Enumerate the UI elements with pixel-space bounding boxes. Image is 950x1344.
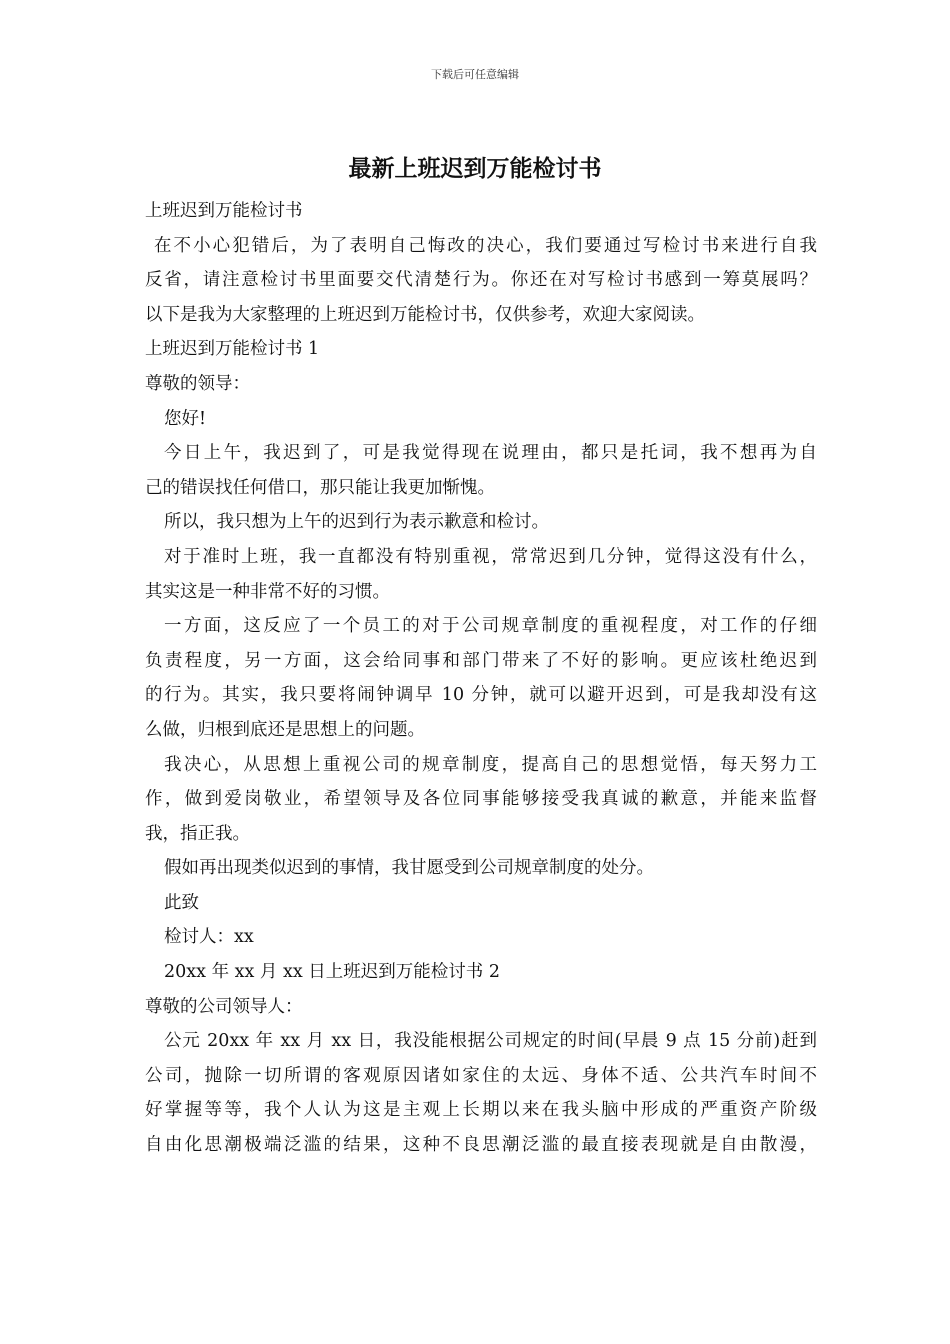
body-text-line: 对于准时上班，我一直都没有特别重视，常常迟到几分钟，觉得这没有什么， [164, 546, 817, 567]
body-text-line: 己的错误找任何借口，那只能让我更加惭愧。 [145, 477, 495, 498]
body-text-line: 公司，抛除一切所谓的客观原因诸如家住的太远、身体不适、公共汽车时间不 [145, 1065, 817, 1086]
body-text-line: 检讨人：xx [164, 927, 254, 948]
document-body [145, 194, 817, 1163]
body-text-line: 自由化思潮极端泛滥的结果，这种不良思潮泛滥的最直接表现就是自由散漫， [145, 1135, 817, 1156]
body-text-line: 20xx 年 xx 月 xx 日上班迟到万能检讨书 2 [164, 962, 500, 983]
body-text-line: 好掌握等等，我个人认为这是主观上长期以来在我头脑中形成的严重资产阶级 [145, 1100, 817, 1121]
document-title: 最新上班迟到万能检讨书 [348, 155, 602, 182]
body-text-line: 所以，我只想为上午的迟到行为表示歉意和检讨。 [164, 512, 549, 533]
body-text-line: 尊敬的公司领导人： [145, 996, 303, 1017]
body-text-line: 的行为。其实，我只要将闹钟调早 10 分钟，就可以避开迟到，可是我却没有这 [145, 685, 817, 706]
body-text-line: 负责程度，另一方面，这会给同事和部门带来了不好的影响。更应该杜绝迟到 [145, 650, 817, 671]
body-text-line: 我，指正我。 [145, 823, 250, 844]
body-text-line: 么做，归根到底还是思想上的问题。 [145, 719, 425, 740]
body-text-line: 反省，请注意检讨书里面要交代清楚行为。你还在对写检讨书感到一筹莫展吗？ [145, 270, 817, 291]
body-text-line: 上班迟到万能检讨书 [145, 201, 303, 221]
body-text-line: 一方面，这反应了一个员工的对于公司规章制度的重视程度，对工作的仔细 [164, 616, 817, 637]
body-text-line: 公元 20xx 年 xx 月 xx 日，我没能根据公司规定的时间(早晨 9 点 15 分前)赶到 [164, 1031, 817, 1052]
body-text-line: 其实这是一种非常不好的习惯。 [145, 581, 390, 602]
body-text-line: 以下是我为大家整理的上班迟到万能检讨书，仅供参考，欢迎大家阅读。 [145, 304, 705, 325]
body-text-line: 上班迟到万能检讨书 1 [145, 339, 320, 360]
body-text-line: 今日上午，我迟到了，可是我觉得现在说理由，都只是托词，我不想再为自 [164, 443, 817, 464]
body-text-line: 在不小心犯错后，为了表明自己悔改的决心，我们要通过写检讨书来进行自我 [154, 235, 817, 256]
body-text-line: 假如再出现类似迟到的事情，我甘愿受到公司规章制度的处分。 [164, 858, 654, 879]
body-text-line: 您好! [164, 408, 207, 429]
body-text-line: 作，做到爱岗敬业，希望领导及各位同事能够接受我真诚的歉意，并能来监督 [145, 789, 817, 810]
body-text-line: 尊敬的领导： [145, 373, 250, 394]
page-header-note: 下载后可任意编辑 [431, 68, 519, 81]
body-text-line: 我决心，从思想上重视公司的规章制度，提高自己的思想觉悟，每天努力工 [164, 754, 817, 775]
body-text-line: 此致 [164, 892, 199, 913]
